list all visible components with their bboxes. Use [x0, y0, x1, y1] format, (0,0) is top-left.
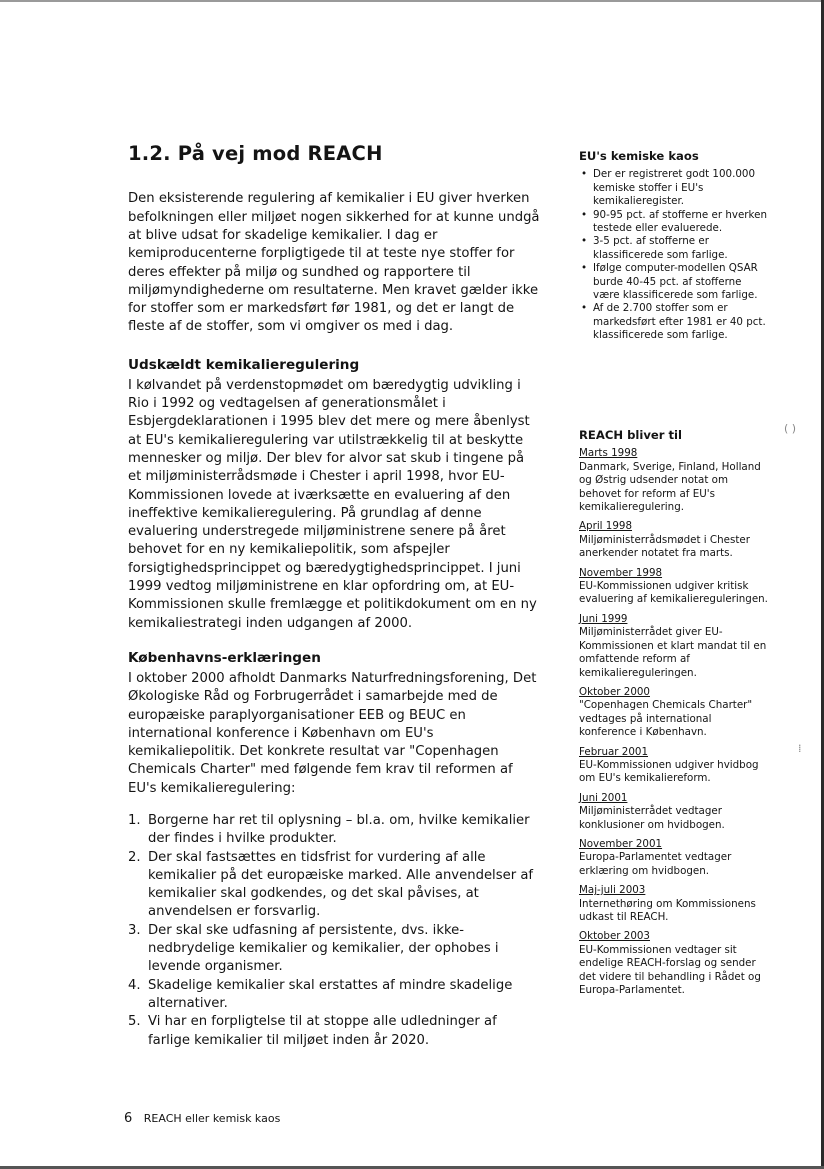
list-item-text: Der er registreret godt 100.000 kemiske stoffer i EU's kemikalieregister. [593, 168, 756, 208]
main-column [128, 142, 540, 1050]
section-heading-udskaeldt: Udskældt kemikalieregulering [128, 356, 360, 373]
list-item [579, 235, 769, 262]
list-item-text: 3-5 pct. af stofferne er klassificerede som farlige. [593, 235, 728, 261]
list-item [128, 922, 540, 977]
timeline-date: Maj-juli 2003 [579, 884, 646, 897]
list-item-text: Vi har en forpligtelse til at stoppe alle udledninger af farlige kemikalier til miljøet inden år 2020. [148, 1014, 497, 1048]
list-item-text: Borgerne har ret til oplysning – bl.a. om, hvilke kemikalier der findes i hvilke produkter. [148, 813, 530, 847]
list-item [128, 1013, 540, 1050]
section-heading-koebenhavn: Københavns-erklæringen [128, 649, 321, 666]
timeline-date: April 1998 [579, 520, 633, 533]
timeline-date: November 2001 [579, 837, 663, 850]
timeline-date: Oktober 2000 [579, 685, 650, 698]
page-footer [124, 1111, 280, 1126]
list-item [579, 262, 769, 302]
timeline-entry [579, 447, 769, 514]
page-number: 6 [124, 1111, 133, 1126]
list-item-text: Der skal ske udfasning af persistente, dvs. ikke-nedbrydelige kemikalier og kemikalier, der ophobes i levende organismer. [148, 922, 499, 975]
list-item [579, 302, 769, 342]
list-number: 1. [128, 813, 141, 828]
list-item-text: Ifølge computer-modellen QSAR burde 40-45 pct. af stofferne være klassificerede som farlige. [593, 262, 758, 302]
publication-title: REACH eller kemisk kaos [143, 1112, 281, 1125]
timeline-entry [579, 520, 769, 560]
scan-edge-top [0, 0, 824, 2]
bullet-icon: • [581, 168, 588, 181]
list-item-text: Skadelige kemikalier skal erstattes af mindre skadelige alternativer. [148, 977, 513, 1011]
sidebar-heading-reach: REACH bliver til [579, 428, 682, 442]
timeline-date: Juni 2001 [579, 791, 628, 804]
timeline-date: Oktober 2003 [579, 930, 650, 943]
timeline-entry [579, 930, 769, 997]
sidebar-reach-timeline [579, 429, 769, 1003]
scan-mark: ( ) [784, 422, 797, 435]
list-item-text: 90-95 pct. af stofferne er hverken testede eller evaluerede. [593, 208, 767, 235]
timeline-text: Miljøministerrådet giver EU-Kommissionen et klart mandat til en omfattende reform af kemikaliereguleringen. [579, 626, 767, 679]
list-item [579, 168, 769, 208]
list-item-text: Af de 2.700 stoffer som er markedsført efter 1981 er 40 pct. klassificerede som farlige. [593, 302, 766, 342]
demands-list [128, 812, 540, 1050]
timeline-text: EU-Kommissionen udgiver hvidbog om EU's kemikaliereform. [579, 758, 759, 785]
page-title: 1.2. På vej mod REACH [128, 142, 383, 165]
timeline-entry [579, 884, 769, 924]
timeline-date: Marts 1998 [579, 447, 638, 460]
list-item [128, 812, 540, 849]
timeline-entry [579, 838, 769, 878]
timeline-text: EU-Kommissionen udgiver kritisk evaluering af kemikaliereguleringen. [579, 580, 768, 606]
timeline-text: Miljøministerrådsmødet i Chester anerkender notatet fra marts. [579, 533, 750, 560]
sidebar-kemiske-kaos [579, 150, 769, 343]
timeline-entry [579, 792, 769, 832]
bullet-icon: • [581, 302, 588, 315]
intro-paragraph: Den eksisterende regulering af kemikalier i EU giver hverken befolkningen eller miljøet nogen sikkerhed for at kunne undgå at blive udsat for skadelige kemikalier. I dag er kemiproducenterne forpligtigede til at teste nye stoffer for deres effekter på miljø og sundhed og rapportere til miljømyndighederne om resultaterne. Men kravet gælder ikke for stoffer som er markedsført før 1981, og det er langt de fleste af de stoffer, som vi omgiver os med i dag. [128, 191, 540, 335]
kaos-facts-list [579, 168, 769, 342]
timeline-text: Europa-Parlamentet vedtager erklæring om hvidbogen. [579, 851, 732, 877]
bullet-icon: • [581, 235, 588, 248]
list-number: 5. [128, 1014, 141, 1030]
timeline-text: Miljøministerrådet vedtager konklusioner om hvidbogen. [579, 805, 725, 831]
timeline-entry [579, 746, 769, 786]
timeline-date: Juni 1999 [579, 612, 628, 625]
bullet-icon: • [581, 262, 588, 275]
list-number: 3. [128, 922, 141, 938]
timeline-text: Danmark, Sverige, Finland, Holland og Østrig udsender notat om behovet for reform af EU's kemikalieregulering. [579, 460, 761, 514]
list-item [579, 209, 769, 236]
bullet-icon: • [581, 208, 588, 221]
timeline-text: Internethøring om Kommissionens udkast til REACH. [579, 897, 756, 923]
list-number: 4. [128, 977, 141, 993]
timeline-text: EU-Kommissionen vedtager sit endelige REACH-forslag og sender det videre til behandling i Rådet og Europa-Parlamentet. [579, 943, 761, 997]
timeline-entry [579, 567, 769, 607]
list-item [128, 977, 540, 1014]
timeline-entry [579, 686, 769, 740]
section-body-koebenhavn: I oktober 2000 afholdt Danmarks Naturfredningsforening, Det Økologiske Råd og Forbrugerrådet i samarbejde med de europæiske paraplyorganisationer EEB og BEUC en international konference i København om EU's kemikaliepolitik. Det konkrete resultat var "Copenhagen Chemicals Charter" med følgende fem krav til reformen af EU's kemikalieregulering: [128, 670, 537, 796]
list-item [128, 849, 540, 922]
timeline-entry [579, 613, 769, 680]
timeline-text: "Copenhagen Chemicals Charter" vedtages på international konference i København. [579, 699, 753, 739]
sidebar-heading-kaos: EU's kemiske kaos [579, 149, 699, 163]
list-item-text: Der skal fastsættes en tidsfrist for vurdering af alle kemikalier på det europæiske marked. Alle anvendelser af kemikalier skal godkendes, og det skal påvises, at anvendelsen er forsvarlig. [148, 849, 534, 920]
list-number: 2. [128, 849, 141, 865]
scan-mark: ⁞ [798, 742, 802, 755]
timeline-date: Februar 2001 [579, 745, 649, 758]
timeline-date: November 1998 [579, 566, 663, 579]
section-body-udskaeldt: I kølvandet på verdenstopmødet om bæredygtig udvikling i Rio i 1992 og vedtagelsen af generationsmålet i Esbjergdeklarationen i 1995 blev det mere og mere åbenlyst at EU's kemikalieregulering var utilstrækkelig til at beskytte mennesker og miljø. Der blev for alvor sat skub i tingene på et miljøministerrådsmøde i Chester i april 1998, hvor EU-Kommissionen lovede at iværksætte en evaluering af den ineffektive kemikalieregulering. På grundlag af denne evaluering understregede miljøministrene senere på året behovet for en ny kemikaliepolitik, som afspejler forsigtighedsprincippet og bæredygtighedsprincippet. I juni 1999 vedtog miljøministrene en klar opfordring om, at EU-Kommissionen skulle fremlægge et politikdokument om en ny kemikaliestrategi inden udgangen af 2000. [128, 377, 537, 631]
